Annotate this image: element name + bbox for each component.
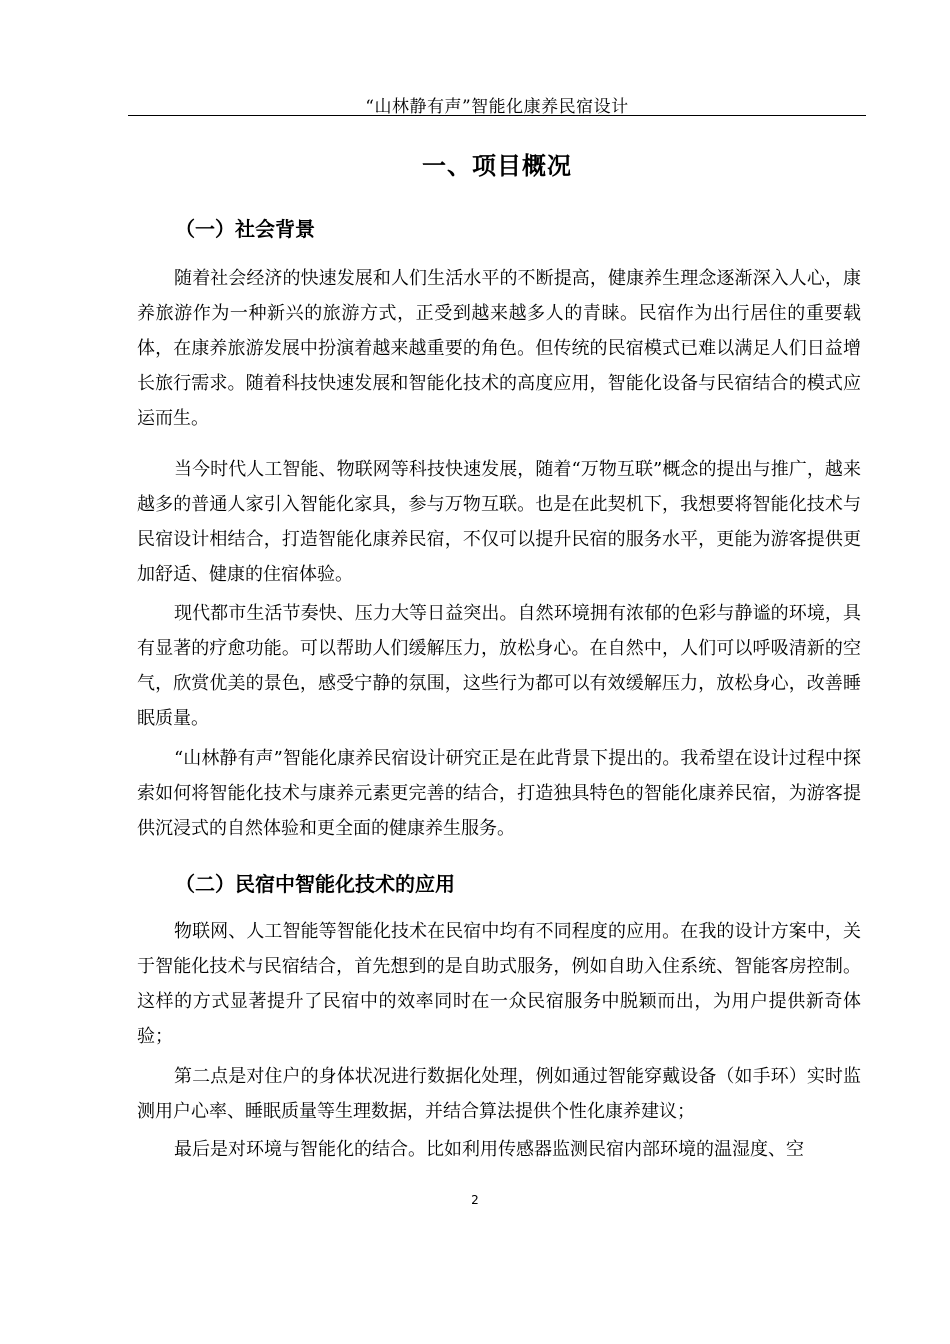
body-paragraph: 现代都市生活节奏快、压力大等日益突出。自然环境拥有浓郁的色彩与静谧的环境，具有显著的疗愈功能。可以帮助人们缓解压力，放松身心。在自然中，人们可以呼吸清新的空气，欣赏优美的景色，感受宁静的氛围，这些行为都可以有效缓解压力，放松身心，改善睡眠质量。 [137, 603, 861, 729]
page-number: 2 [471, 1193, 479, 1207]
body-paragraph: 第二点是对住户的身体状况进行数据化处理，例如通过智能穿戴设备（如手环）实时监测用户心率、睡眠质量等生理数据，并结合算法提供个性化康养建议； [137, 1066, 861, 1122]
running-header-title: “山林静有声”智能化康养民宿设计 [365, 97, 629, 117]
body-paragraph: 随着社会经济的快速发展和人们生活水平的不断提高，健康养生理念逐渐深入人心，康养旅游作为一种新兴的旅游方式，正受到越来越多人的青睐。民宿作为出行居住的重要载体，在康养旅游发展中扮演着越来越重要的角色。但传统的民宿模式已难以满足人们日益增长旅行需求。随着科技快速发展和智能化技术的高度应用，智能化设备与民宿结合的模式应运而生。 [137, 268, 861, 429]
chapter-title: 一、项目概况 [422, 152, 572, 180]
header-divider [128, 115, 866, 116]
section-title-smart-tech: （二）民宿中智能化技术的应用 [175, 872, 455, 896]
body-paragraph: 最后是对环境与智能化的结合。比如利用传感器监测民宿内部环境的温湿度、空 [174, 1139, 804, 1160]
body-paragraph: 物联网、人工智能等智能化技术在民宿中均有不同程度的应用。在我的设计方案中，关于智能化技术与民宿结合，首先想到的是自助式服务，例如自助入住系统、智能客房控制。这样的方式显著提升了民宿中的效率同时在一众民宿服务中脱颖而出，为用户提供新奇体验； [137, 921, 861, 1047]
body-paragraph: 当今时代人工智能、物联网等科技快速发展，随着“万物互联”概念的提出与推广，越来越多的普通人家引入智能化家具，参与万物互联。也是在此契机下，我想要将智能化技术与民宿设计相结合，打造智能化康养民宿，不仅可以提升民宿的服务水平，更能为游客提供更加舒适、健康的住宿体验。 [137, 459, 861, 585]
body-paragraph: “山林静有声”智能化康养民宿设计研究正是在此背景下提出的。我希望在设计过程中探索如何将智能化技术与康养元素更完善的结合，打造独具特色的智能化康养民宿，为游客提供沉浸式的自然体验和更全面的健康养生服务。 [137, 748, 861, 839]
section-title-social-background: （一）社会背景 [175, 217, 315, 241]
